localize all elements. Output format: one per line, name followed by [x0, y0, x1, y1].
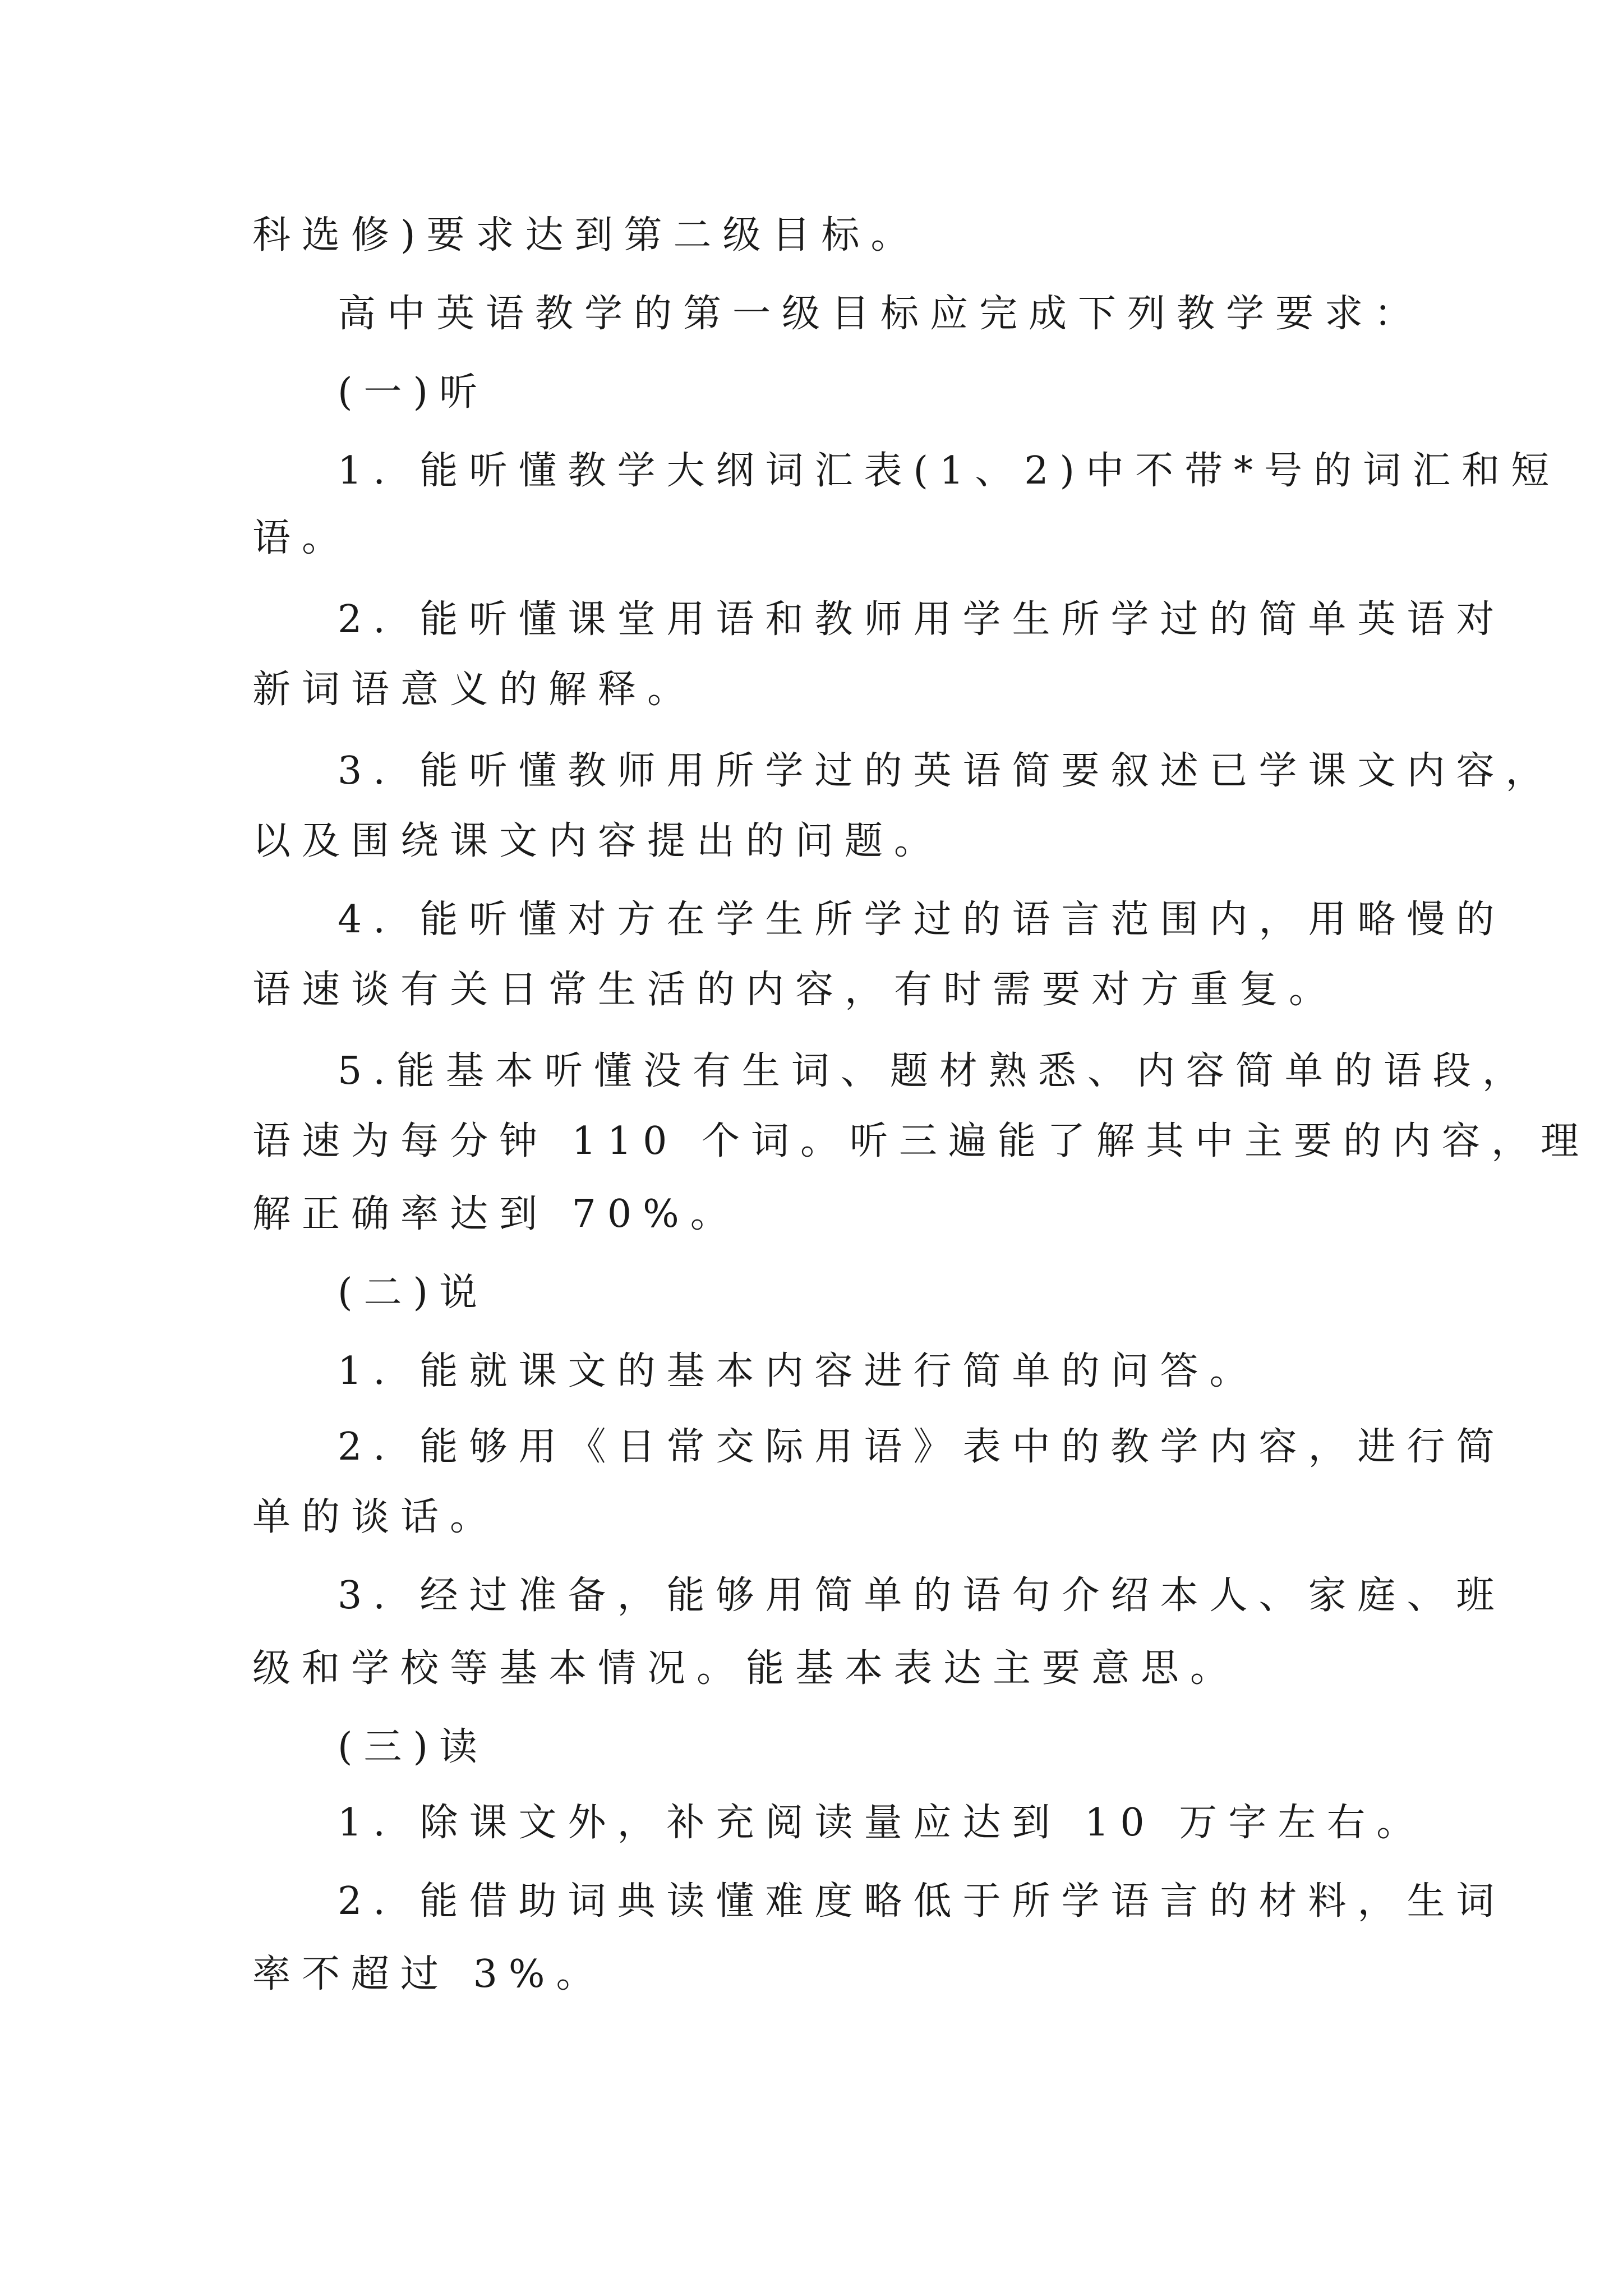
- listening-item-1-cont: 语。: [252, 516, 352, 560]
- intro-paragraph: 高中英语教学的第一级目标应完成下列教学要求：: [338, 292, 1424, 336]
- text-line-continuation: 科选修)要求达到第二级目标。: [252, 213, 920, 257]
- section-heading-listening: (一)听: [338, 370, 489, 415]
- speaking-item-3-cont: 级和学校等基本情况。能基本表达主要意思。: [252, 1646, 1240, 1691]
- listening-item-4: 4. 能听懂对方在学生所学过的语言范围内，用略慢的: [338, 898, 1506, 942]
- reading-item-1: 1. 除课文外，补充阅读量应达到 10 万字左右。: [338, 1801, 1426, 1845]
- section-heading-speaking: (二)说: [338, 1271, 489, 1315]
- reading-item-2-cont: 率不超过 3%。: [252, 1952, 606, 1996]
- section-heading-reading: (三)读: [338, 1725, 489, 1769]
- reading-item-2: 2. 能借助词典读懂难度略低于所学语言的材料，生词: [338, 1879, 1506, 1924]
- speaking-item-1: 1. 能就课文的基本内容进行简单的问答。: [338, 1349, 1259, 1393]
- listening-item-1: 1. 能听懂教学大纲词汇表(1、2)中不带*号的词汇和短: [338, 449, 1561, 493]
- listening-item-2: 2. 能听懂课堂用语和教师用学生所学过的简单英语对: [338, 597, 1506, 642]
- listening-item-4-cont: 语速谈有关日常生活的内容，有时需要对方重复。: [252, 968, 1339, 1012]
- listening-item-2-cont: 新词语意义的解释。: [252, 668, 697, 712]
- speaking-item-2-cont: 单的谈话。: [252, 1495, 500, 1539]
- listening-item-3: 3. 能听懂教师用所学过的英语简要叙述已学课文内容，: [338, 749, 1555, 793]
- speaking-item-2: 2. 能够用《日常交际用语》表中的教学内容，进行简: [338, 1425, 1506, 1469]
- listening-item-5-cont-a: 语速为每分钟 110 个词。听三遍能了解其中主要的内容，理: [252, 1119, 1590, 1163]
- listening-item-5-cont-b: 解正确率达到 70%。: [252, 1192, 740, 1236]
- listening-item-5: 5.能基本听懂没有生词、题材熟悉、内容简单的语段，: [338, 1049, 1532, 1093]
- speaking-item-3: 3. 经过准备，能够用简单的语句介绍本人、家庭、班: [338, 1573, 1506, 1618]
- listening-item-3-cont: 以及围绕课文内容提出的问题。: [252, 819, 944, 863]
